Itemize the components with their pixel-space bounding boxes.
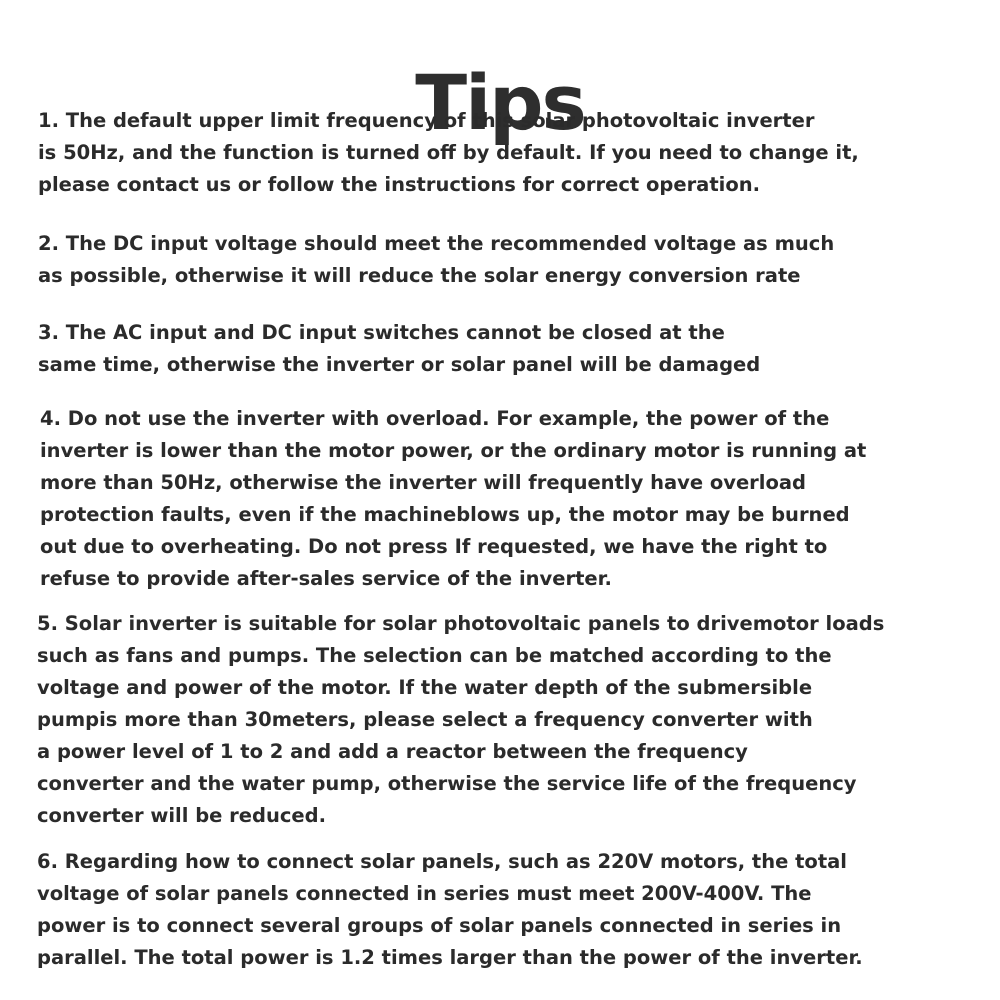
tip-4-line-5: out due to overheating. Do not press If requested, we have the right to xyxy=(40,535,828,558)
tip-4-line-4: protection faults, even if the machineblows up, the motor may be burned xyxy=(40,503,850,526)
tip-5-line-6: converter and the water pump, otherwise the service life of the frequency xyxy=(37,772,857,795)
tip-6-line-4: parallel. The total power is 1.2 times larger than the power of the inverter. xyxy=(37,946,863,969)
tip-4-line-6: refuse to provide after-sales service of the inverter. xyxy=(40,567,612,590)
page-title: Tips xyxy=(415,57,585,147)
tip-5-line-7: converter will be reduced. xyxy=(37,804,327,827)
tip-6-line-3: power is to connect several groups of solar panels connected in series in xyxy=(37,914,842,937)
tip-1-line-2: is 50Hz, and the function is turned off by default. If you need to change it, xyxy=(38,141,859,164)
tip-5 xyxy=(37,608,884,832)
tip-2-line-1: 2. The DC input voltage should meet the recommended voltage as much xyxy=(38,232,835,255)
tip-4-line-3: more than 50Hz, otherwise the inverter will frequently have overload xyxy=(40,471,806,494)
tip-5-line-4: pumpis more than 30meters, please select a frequency converter with xyxy=(37,708,813,731)
tip-6-line-2: voltage of solar panels connected in series must meet 200V-400V. The xyxy=(37,882,812,905)
tip-5-line-5: a power level of 1 to 2 and add a reactor between the frequency xyxy=(37,740,748,763)
tip-2-line-2: as possible, otherwise it will reduce the solar energy conversion rate xyxy=(38,264,801,287)
tip-2 xyxy=(38,228,834,292)
tip-3 xyxy=(38,317,760,381)
tip-6-line-1: 6. Regarding how to connect solar panels, such as 220V motors, the total xyxy=(37,850,847,873)
tip-5-line-3: voltage and power of the motor. If the water depth of the submersible xyxy=(37,676,813,699)
tip-4-line-2: inverter is lower than the motor power, or the ordinary motor is running at xyxy=(40,439,867,462)
tip-3-line-2: same time, otherwise the inverter or solar panel will be damaged xyxy=(38,353,761,376)
tip-4-line-1: 4. Do not use the inverter with overload. For example, the power of the xyxy=(40,407,830,430)
tip-4 xyxy=(40,403,866,595)
tip-1 xyxy=(38,105,859,201)
tip-1-line-1: 1. The default upper limit frequency of this solar photovoltaic inverter xyxy=(38,109,815,132)
tip-6 xyxy=(37,846,863,974)
tip-3-line-1: 3. The AC input and DC input switches cannot be closed at the xyxy=(38,321,725,344)
tip-5-line-1: 5. Solar inverter is suitable for solar photovoltaic panels to drivemotor loads xyxy=(37,612,885,635)
tip-5-line-2: such as fans and pumps. The selection can be matched according to the xyxy=(37,644,832,667)
tip-1-line-3: please contact us or follow the instructions for correct operation. xyxy=(38,173,761,196)
